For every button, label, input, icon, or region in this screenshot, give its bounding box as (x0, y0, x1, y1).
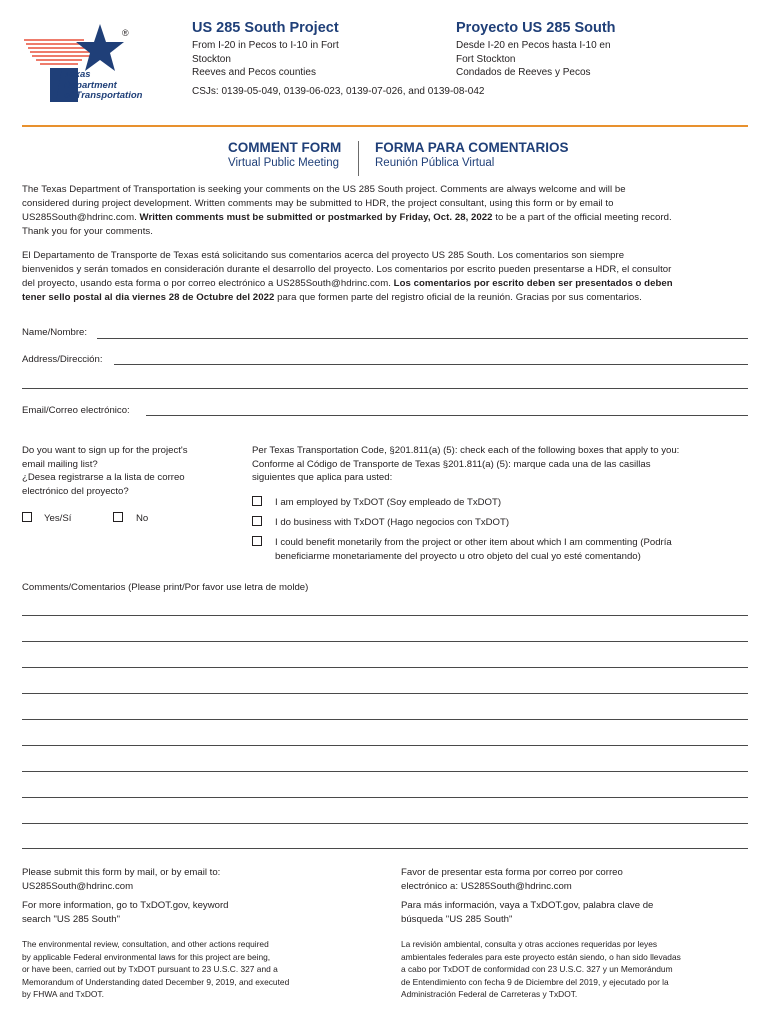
comment-line[interactable] (22, 745, 748, 746)
footer-env-es-line4: de Entendimiento con fecha 9 de Diciembre del 2019, y ejecutado por la (401, 976, 669, 987)
name-field[interactable] (97, 338, 748, 339)
intro-es-line3 (22, 277, 748, 291)
project-location-es-line3: Condados de Reeves y Pecos (456, 67, 591, 78)
comment-line[interactable] (22, 615, 748, 616)
footer-env-es-line5: Administración Federal de Carreteras y TxDOT. (401, 989, 578, 999)
project-location-en-line2: Stockton (192, 53, 231, 65)
project-location-en-line1: From I-20 in Pecos to I-10 in Fort (192, 40, 339, 51)
email-label: Email/Correo electrónico: (22, 405, 130, 416)
intro-es-deadline-b: tener sello postal al dia viernes 28 de Octubre del 2022 (22, 292, 275, 303)
benefit-label (275, 536, 748, 563)
intro-en-line1: The Texas Department of Transportation is seeking your comments on the US 285 South project. Comments are always welcome and will be (22, 184, 626, 195)
intro-en-deadline: Written comments must be submitted or postmarked by Friday, Oct. 28, 2022 (139, 212, 493, 223)
comment-line[interactable] (22, 693, 748, 694)
benefit-label-line1: I could benefit monetarily from the project or other item about which I am commenting (Podría (275, 537, 672, 548)
comment-line[interactable] (22, 771, 748, 772)
mailing-question-line1: Do you want to sign up for the project's (22, 445, 188, 456)
employed-label: I am employed by TxDOT (Soy empleado de TxDOT) (275, 497, 502, 508)
footer-env-en (22, 938, 362, 1001)
form-title-es: FORMA PARA COMENTARIOS (375, 140, 569, 155)
address-field[interactable] (114, 364, 748, 365)
logo-text-line3: of Transportation (64, 90, 143, 101)
address-label: Address/Dirección: (22, 354, 103, 365)
mailing-list-question (22, 444, 237, 498)
footer-info-es (401, 899, 748, 926)
intro-en-line4: Thank you for your comments. (22, 226, 153, 237)
project-location-es-line1: Desde I-20 en Pecos hasta I-10 en (456, 40, 611, 51)
intro-paragraph-es (22, 249, 748, 305)
footer-env-en-line5: by FHWA and TxDOT. (22, 989, 104, 999)
csj-numbers: CSJs: 0139-05-049, 0139-06-023, 0139-07-026, and 0139-08-042 (192, 86, 485, 97)
comment-line[interactable] (22, 667, 748, 668)
intro-es-record: para que formen parte del registro oficial de la reunión. Gracias por sus comentarios. (274, 292, 642, 303)
footer-env-en-line3: or have been, carried out by TxDOT pursuant to 23 U.S.C. 327 and a (22, 964, 278, 974)
intro-en-line2: considered during project development. Written comments may be submitted to HDR, the project consultant, using this form or by email to (22, 198, 614, 209)
form-title-en: COMMENT FORM (228, 140, 342, 155)
form-subtitle-en: Virtual Public Meeting (228, 157, 340, 169)
code-line2: Conforme al Código de Transporte de Texas §201.811(a) (5): marque cada una de las casillas (252, 458, 651, 470)
intro-en-line3 (22, 211, 748, 225)
benefit-checkbox[interactable] (252, 536, 262, 546)
project-location-en (192, 39, 339, 80)
intro-es-email: del proyecto, usando esta forma o por correo electrónico a US285South@hdrinc.com. (22, 278, 394, 289)
logo-text (64, 70, 142, 102)
footer-env-es-line2: ambientales federales para este proyecto están siendo, o han sido llevadas (401, 951, 681, 962)
name-label: Name/Nombre: (22, 327, 88, 338)
code-line3: siguientes que aplica para usted: (252, 472, 393, 483)
header-divider (22, 125, 748, 127)
footer-submit-en (22, 866, 362, 893)
business-label: I do business with TxDOT (Hago negocios con TxDOT) (275, 517, 510, 528)
title-divider (358, 141, 359, 176)
intro-en-record: to be a part of the official meeting record. (492, 212, 672, 223)
footer-env-es-line3: a cabo por TxDOT de conformidad con 23 U.S.C. 327 y un Memorándum (401, 964, 673, 974)
benefit-label-line2: beneficiarme monetariamente del proyecto u otro objeto del cual yo esté comentando) (275, 550, 641, 562)
comment-line[interactable] (22, 848, 748, 849)
footer-env-en-line1: The environmental review, consultation, and other actions required (22, 939, 269, 949)
footer-info-es-line2: búsqueda "US 285 South" (401, 913, 513, 925)
code-line1: Per Texas Transportation Code, §201.811(a) (5): check each of the following boxes that apply to you: (252, 445, 680, 456)
project-title-es: Proyecto US 285 South (456, 20, 616, 36)
intro-es-line4 (22, 291, 748, 305)
email-field[interactable] (146, 415, 748, 416)
project-location-es (456, 39, 611, 80)
logo-text-line1: Texas (64, 69, 91, 80)
intro-es-line1: El Departamento de Transporte de Texas está solicitando sus comentarios acerca del proyecto US 285 South. Los comentarios son siempre (22, 250, 625, 261)
footer-submit-es-line1: Favor de presentar esta forma por correo por correo (401, 867, 623, 878)
mailing-question-line3: ¿Desea registrarse a la lista de correo (22, 472, 185, 483)
yes-label: Yes/Sí (44, 513, 72, 524)
footer-info-en-line1: For more information, go to TxDOT.gov, keyword (22, 900, 229, 911)
yes-checkbox[interactable] (22, 512, 32, 522)
footer-submit-en-line1: Please submit this form by mail, or by email to: (22, 867, 221, 878)
address-field-line2[interactable] (22, 388, 748, 389)
footer-info-es-line1: Para más información, vaya a TxDOT.gov, palabra clave de (401, 900, 654, 911)
employed-checkbox[interactable] (252, 496, 262, 506)
project-location-es-line2: Fort Stockton (456, 53, 516, 65)
intro-es-line2: bienvenidos y serán tomados en consideración durante el desarrollo del proyecto. Los comentarios por escrito pueden presentarse a HDR, el consultor (22, 264, 672, 275)
intro-paragraph-en (22, 183, 748, 239)
logo-text-line2: Department (64, 79, 117, 91)
footer-info-en (22, 899, 362, 926)
registered-mark: ® (122, 28, 129, 38)
footer-env-es (401, 938, 748, 1001)
comment-line[interactable] (22, 719, 748, 720)
comments-label: Comments/Comentarios (Please print/Por favor use letra de molde) (22, 582, 309, 593)
footer-env-es-line1: La revisión ambiental, consulta y otras acciones requeridas por leyes (401, 939, 658, 949)
form-subtitle-es: Reunión Pública Virtual (375, 157, 495, 169)
no-label: No (136, 513, 149, 524)
intro-en-email: US285South@hdrinc.com. (22, 212, 140, 223)
project-title-en: US 285 South Project (192, 20, 339, 36)
footer-submit-es (401, 866, 748, 893)
footer-info-en-line2: search "US 285 South" (22, 913, 121, 925)
mailing-question-line4: electrónico del proyecto? (22, 485, 129, 497)
no-checkbox[interactable] (113, 512, 123, 522)
comment-line[interactable] (22, 797, 748, 798)
footer-submit-en-line2: US285South@hdrinc.com (22, 880, 134, 892)
mailing-question-line2: email mailing list? (22, 458, 98, 470)
intro-es-deadline-a: Los comentarios por escrito deben ser presentados o deben (393, 278, 673, 289)
project-location-en-line3: Reeves and Pecos counties (192, 67, 316, 78)
transportation-code-text (252, 444, 748, 485)
comment-line[interactable] (22, 641, 748, 642)
footer-env-en-line2: by applicable Federal environmental laws for this project are being, (22, 951, 271, 962)
comment-line[interactable] (22, 823, 748, 824)
business-checkbox[interactable] (252, 516, 262, 526)
footer-submit-es-line2: electrónico a: US285South@hdrinc.com (401, 880, 572, 892)
footer-env-en-line4: Memorandum of Understanding dated December 9, 2019, and executed (22, 976, 290, 987)
